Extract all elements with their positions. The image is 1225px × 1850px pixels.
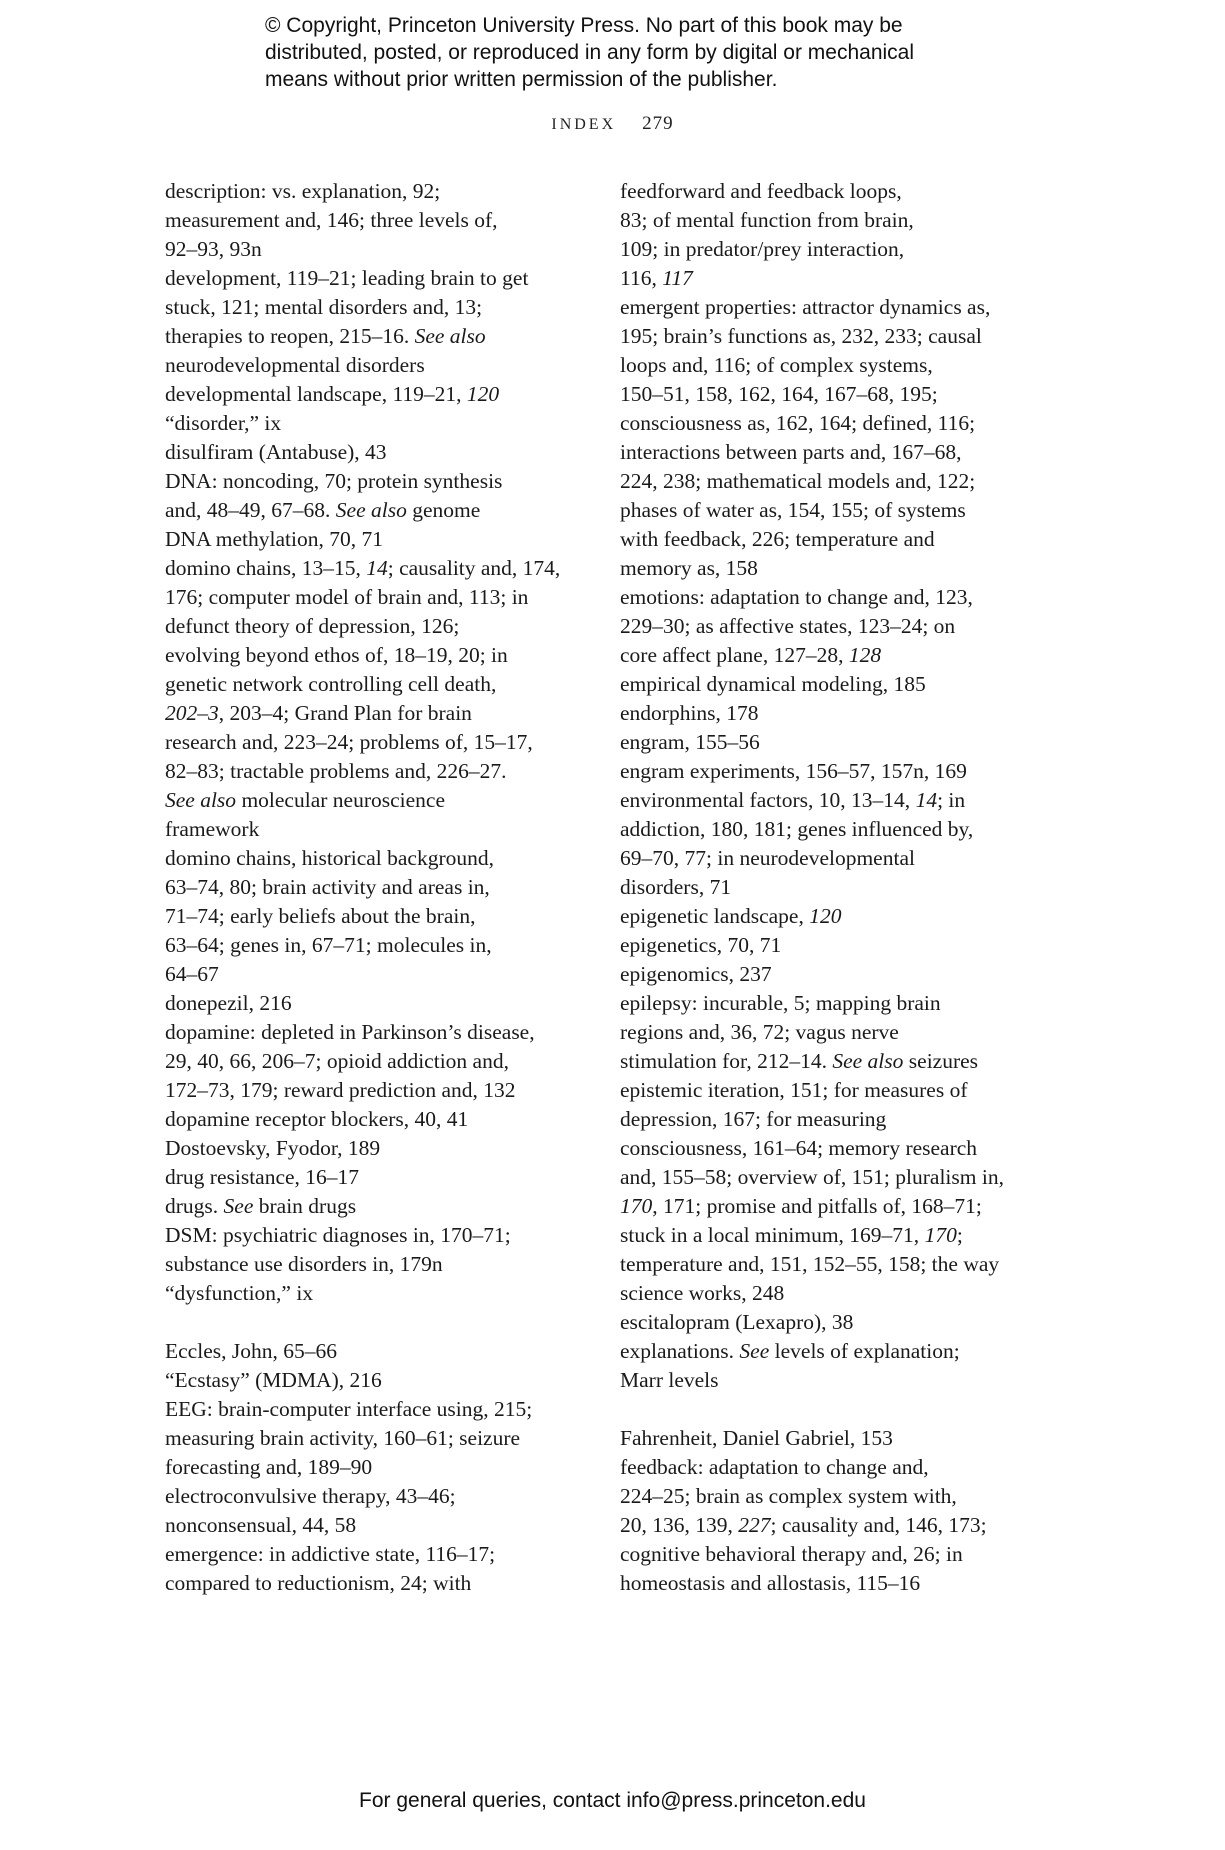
index-entry-line xyxy=(165,1337,610,1366)
index-entry-line xyxy=(165,641,610,670)
index-text-italic: 14 xyxy=(915,788,938,812)
index-entry-line xyxy=(620,1453,1040,1482)
index-text: emergence: in addictive state, 116–17; xyxy=(165,1542,496,1566)
index-entry-line xyxy=(165,1569,610,1598)
index-entry xyxy=(620,786,1040,902)
copyright-line: means without prior written permission of the publisher. xyxy=(265,68,778,91)
index-entry-line xyxy=(620,844,1040,873)
index-text: 82–83; tractable problems and, 226–27. xyxy=(165,759,507,783)
index-text: 195; brain’s functions as, 232, 233; causal xyxy=(620,324,982,348)
letter-group-divider xyxy=(165,1308,610,1337)
index-text: 64–67 xyxy=(165,962,219,986)
index-entry xyxy=(620,1308,1040,1337)
index-text: addiction, 180, 181; genes influenced by, xyxy=(620,817,974,841)
index-text: drugs. xyxy=(165,1194,224,1218)
index-entry-line xyxy=(620,1337,1040,1366)
page-number: 279 xyxy=(642,113,674,134)
index-text: loops and, 116; of complex systems, xyxy=(620,353,933,377)
index-entry-line xyxy=(165,902,610,931)
index-text: 172–73, 179; reward prediction and, 132 xyxy=(165,1078,516,1102)
index-entry-line xyxy=(165,177,610,206)
index-text: molecular neuroscience xyxy=(236,788,445,812)
index-entry xyxy=(620,728,1040,757)
index-entry xyxy=(165,1395,610,1482)
index-text: Fahrenheit, Daniel Gabriel, 153 xyxy=(620,1426,893,1450)
index-entry-line xyxy=(165,322,610,351)
index-text: genetic network controlling cell death, xyxy=(165,672,497,696)
index-text-italic: 170 xyxy=(924,1223,957,1247)
index-text: research and, 223–24; problems of, 15–17, xyxy=(165,730,533,754)
index-entry-line xyxy=(165,873,610,902)
index-entry-line xyxy=(165,438,610,467)
index-entry xyxy=(165,264,610,380)
index-text: 69–70, 77; in neurodevelopmental xyxy=(620,846,915,870)
copyright-line: © Copyright, Princeton University Press. No part of this book may be xyxy=(265,14,903,37)
index-entry xyxy=(165,177,610,264)
index-text: 29, 40, 66, 206–7; opioid addiction and, xyxy=(165,1049,509,1073)
index-text-italic: See also xyxy=(165,788,237,812)
index-text: consciousness as, 162, 164; defined, 116; xyxy=(620,411,976,435)
index-text: DNA: noncoding, 70; protein synthesis xyxy=(165,469,503,493)
index-entry-line xyxy=(620,757,1040,786)
index-entry xyxy=(165,1540,610,1598)
footer-contact: For general queries, contact info@press.princeton.edu xyxy=(359,1789,866,1812)
index-entry xyxy=(165,554,610,844)
index-entry-line xyxy=(165,670,610,699)
index-text: Eccles, John, 65–66 xyxy=(165,1339,337,1363)
index-text: DSM: psychiatric diagnoses in, 170–71; xyxy=(165,1223,511,1247)
index-text: ; causality and, 146, 173; xyxy=(770,1513,987,1537)
index-text: therapies to reopen, 215–16. xyxy=(165,324,415,348)
letter-group-divider xyxy=(620,1395,1040,1424)
index-text: epigenetics, 70, 71 xyxy=(620,933,782,957)
index-entry-line xyxy=(165,1105,610,1134)
index-text: , 171; promise and pitfalls of, 168–71; xyxy=(652,1194,982,1218)
index-text: 150–51, 158, 162, 164, 167–68, 195; xyxy=(620,382,938,406)
index-text-italic: 14 xyxy=(366,556,388,580)
index-entry-line xyxy=(620,1076,1040,1105)
index-entry-line xyxy=(165,1395,610,1424)
index-text: environmental factors, 10, 13–14, xyxy=(620,788,916,812)
index-column-left xyxy=(165,177,610,1598)
index-entry-line xyxy=(620,931,1040,960)
index-text: 229–30; as affective states, 123–24; on xyxy=(620,614,956,638)
index-entry xyxy=(165,844,610,989)
index-text: ; causality and, 174, xyxy=(387,556,561,580)
index-entry-line xyxy=(620,989,1040,1018)
index-entry-line xyxy=(165,554,610,583)
index-entry-line xyxy=(620,1511,1040,1540)
index-entry-line xyxy=(620,1482,1040,1511)
index-text: 71–74; early beliefs about the brain, xyxy=(165,904,476,928)
index-text: cognitive behavioral therapy and, 26; in xyxy=(620,1542,963,1566)
index-text: drug resistance, 16–17 xyxy=(165,1165,360,1189)
index-entry-line xyxy=(165,496,610,525)
index-text: domino chains, 13–15, xyxy=(165,556,367,580)
index-text: donepezil, 216 xyxy=(165,991,292,1015)
index-text: Marr levels xyxy=(620,1368,719,1392)
index-text: compared to reductionism, 24; with xyxy=(165,1571,472,1595)
index-entry-line xyxy=(165,844,610,873)
index-text: defunct theory of depression, 126; xyxy=(165,614,460,638)
index-entry-line xyxy=(620,351,1040,380)
index-text-italic: 120 xyxy=(466,382,500,406)
index-text: ; in xyxy=(937,788,966,812)
index-entry-line xyxy=(165,1511,610,1540)
index-text: 224–25; brain as complex system with, xyxy=(620,1484,957,1508)
index-entry-line xyxy=(620,1192,1040,1221)
index-entry xyxy=(165,989,610,1018)
index-text-italic: See also xyxy=(414,324,486,348)
running-head xyxy=(0,113,1225,135)
index-entry-line xyxy=(165,351,610,380)
index-entry xyxy=(165,438,610,467)
index-entry-line xyxy=(620,1366,1040,1395)
index-text: brain drugs xyxy=(253,1194,357,1218)
index-text: with feedback, 226; temperature and xyxy=(620,527,935,551)
copyright-line: distributed, posted, or reproduced in any form by digital or mechanical xyxy=(265,41,915,64)
index-entry-line xyxy=(165,728,610,757)
index-text: domino chains, historical background, xyxy=(165,846,494,870)
running-head-title: INDEX xyxy=(551,116,617,133)
index-entry-line xyxy=(165,699,610,728)
index-entry-line xyxy=(620,1163,1040,1192)
index-entry-line xyxy=(620,322,1040,351)
index-text: measuring brain activity, 160–61; seizure xyxy=(165,1426,521,1450)
index-entry-line xyxy=(620,902,1040,931)
index-text: explanations. xyxy=(620,1339,740,1363)
index-text-italic: 117 xyxy=(662,266,693,290)
index-text: 63–64; genes in, 67–71; molecules in, xyxy=(165,933,492,957)
index-entry-line xyxy=(165,757,610,786)
index-text: epistemic iteration, 151; for measures of xyxy=(620,1078,968,1102)
index-entry-line xyxy=(165,931,610,960)
index-text: measurement and, 146; three levels of, xyxy=(165,208,498,232)
index-entry xyxy=(165,409,610,438)
index-entry xyxy=(620,757,1040,786)
index-text: engram, 155–56 xyxy=(620,730,760,754)
index-entry xyxy=(620,989,1040,1076)
index-entry-line xyxy=(165,1279,610,1308)
index-text: stimulation for, 212–14. xyxy=(620,1049,833,1073)
index-entry xyxy=(165,1337,610,1366)
index-text: seizures xyxy=(903,1049,979,1073)
index-entry-continued xyxy=(620,177,1040,293)
index-text: “dysfunction,” ix xyxy=(165,1281,314,1305)
index-text-italic: See also xyxy=(832,1049,904,1073)
index-text: temperature and, 151, 152–55, 158; the way xyxy=(620,1252,1000,1276)
index-text: 83; of mental function from brain, xyxy=(620,208,914,232)
index-text: dopamine receptor blockers, 40, 41 xyxy=(165,1107,469,1131)
index-text: 176; computer model of brain and, 113; in xyxy=(165,585,529,609)
index-text: science works, 248 xyxy=(620,1281,785,1305)
index-entry xyxy=(165,1279,610,1308)
index-text: emotions: adaptation to change and, 123, xyxy=(620,585,973,609)
index-text: evolving beyond ethos of, 18–19, 20; in xyxy=(165,643,508,667)
index-entry-line xyxy=(165,1482,610,1511)
index-text: memory as, 158 xyxy=(620,556,758,580)
index-entry-line xyxy=(620,1134,1040,1163)
index-text: epigenomics, 237 xyxy=(620,962,772,986)
index-text: endorphins, 178 xyxy=(620,701,759,725)
index-text: EEG: brain-computer interface using, 215; xyxy=(165,1397,533,1421)
index-text: emergent properties: attractor dynamics as, xyxy=(620,295,991,319)
index-text: levels of explanation; xyxy=(769,1339,960,1363)
index-entry-line xyxy=(165,1250,610,1279)
index-entry-line xyxy=(165,1047,610,1076)
index-text: description: vs. explanation, 92; xyxy=(165,179,441,203)
index-entry xyxy=(620,699,1040,728)
index-text: forecasting and, 189–90 xyxy=(165,1455,373,1479)
index-text: disulfiram (Antabuse), 43 xyxy=(165,440,387,464)
index-entry-line xyxy=(620,728,1040,757)
index-entry xyxy=(165,1366,610,1395)
index-entry xyxy=(165,380,610,409)
index-text: framework xyxy=(165,817,260,841)
index-entry-line xyxy=(165,525,610,554)
index-text: DNA methylation, 70, 71 xyxy=(165,527,383,551)
index-text: neurodevelopmental disorders xyxy=(165,353,425,377)
index-entry-line xyxy=(165,1018,610,1047)
index-text-italic: See also xyxy=(335,498,407,522)
index-entry-line xyxy=(620,554,1040,583)
index-entry xyxy=(165,467,610,525)
index-entry-line xyxy=(165,206,610,235)
index-text: 92–93, 93n xyxy=(165,237,262,261)
index-entry-line xyxy=(165,612,610,641)
index-text: 20, 136, 139, xyxy=(620,1513,739,1537)
index-entry-line xyxy=(620,1105,1040,1134)
index-entry-line xyxy=(620,264,1040,293)
index-entry-line xyxy=(165,1221,610,1250)
index-text: genome xyxy=(406,498,481,522)
index-text: escitalopram (Lexapro), 38 xyxy=(620,1310,854,1334)
index-entry-line xyxy=(165,1134,610,1163)
index-entry-line xyxy=(620,206,1040,235)
index-entry-line xyxy=(620,815,1040,844)
index-entry xyxy=(620,1076,1040,1308)
index-entry-line xyxy=(620,496,1040,525)
index-text: epilepsy: incurable, 5; mapping brain xyxy=(620,991,941,1015)
index-text: Dostoevsky, Fyodor, 189 xyxy=(165,1136,381,1160)
index-text-italic: See xyxy=(739,1339,770,1363)
index-entry-line xyxy=(620,873,1040,902)
index-text: epigenetic landscape, xyxy=(620,904,810,928)
index-text-italic: 128 xyxy=(848,643,882,667)
index-entry-line xyxy=(165,786,610,815)
index-entry-line xyxy=(620,583,1040,612)
index-entry-line xyxy=(165,1076,610,1105)
index-text: consciousness, 161–64; memory research xyxy=(620,1136,978,1160)
index-entry-line xyxy=(620,612,1040,641)
index-text: developmental landscape, 119–21, xyxy=(165,382,467,406)
index-text: stuck, 121; mental disorders and, 13; xyxy=(165,295,483,319)
index-entry-line xyxy=(165,1192,610,1221)
index-text: “Ecstasy” (MDMA), 216 xyxy=(165,1368,382,1392)
index-entry-line xyxy=(165,960,610,989)
index-text-italic: See xyxy=(223,1194,254,1218)
index-text: homeostasis and allostasis, 115–16 xyxy=(620,1571,921,1595)
index-entry xyxy=(620,293,1040,583)
index-text: core affect plane, 127–28, xyxy=(620,643,849,667)
index-entry-line xyxy=(620,1569,1040,1598)
index-text: stuck in a local minimum, 169–71, xyxy=(620,1223,925,1247)
index-entry-line xyxy=(620,960,1040,989)
index-text: depression, 167; for measuring xyxy=(620,1107,887,1131)
index-entry-line xyxy=(165,264,610,293)
index-entry xyxy=(620,583,1040,670)
index-entry xyxy=(165,1134,610,1163)
index-text: electroconvulsive therapy, 43–46; xyxy=(165,1484,456,1508)
index-entry-line xyxy=(620,1018,1040,1047)
index-text: empirical dynamical modeling, 185 xyxy=(620,672,926,696)
index-entry-line xyxy=(620,409,1040,438)
index-text: , 203–4; Grand Plan for brain xyxy=(218,701,472,725)
index-text: engram experiments, 156–57, 157n, 169 xyxy=(620,759,967,783)
index-entry-line xyxy=(620,235,1040,264)
index-entry-line xyxy=(165,583,610,612)
index-entry-line xyxy=(620,1424,1040,1453)
index-entry-line xyxy=(620,1221,1040,1250)
index-text: interactions between parts and, 167–68, xyxy=(620,440,962,464)
index-entry-line xyxy=(620,1540,1040,1569)
index-entry-line xyxy=(620,1279,1040,1308)
index-entry-line xyxy=(165,293,610,322)
index-entry xyxy=(620,1337,1040,1395)
index-entry xyxy=(165,1192,610,1221)
index-text: and, 48–49, 67–68. xyxy=(165,498,336,522)
index-entry-line xyxy=(165,1163,610,1192)
index-entry-line xyxy=(620,1308,1040,1337)
index-entry-line xyxy=(620,1250,1040,1279)
index-entry-line xyxy=(620,438,1040,467)
index-entry-line xyxy=(165,1453,610,1482)
index-text-italic: 120 xyxy=(809,904,842,928)
index-entry-line xyxy=(165,380,610,409)
index-entry xyxy=(165,1163,610,1192)
index-text: dopamine: depleted in Parkinson’s disease, xyxy=(165,1020,535,1044)
index-entry xyxy=(620,960,1040,989)
index-text: ; xyxy=(956,1223,963,1247)
index-entry-line xyxy=(620,786,1040,815)
index-entry-line xyxy=(620,1047,1040,1076)
index-entry xyxy=(620,902,1040,931)
index-entry-line xyxy=(620,670,1040,699)
index-text-italic: 202–3 xyxy=(165,701,219,725)
index-entry xyxy=(165,525,610,554)
index-text: feedback: adaptation to change and, xyxy=(620,1455,929,1479)
index-text-italic: 170 xyxy=(620,1194,653,1218)
index-text: disorders, 71 xyxy=(620,875,732,899)
index-entry-line xyxy=(165,1366,610,1395)
index-text: and, 155–58; overview of, 151; pluralism in, xyxy=(620,1165,1004,1189)
index-text: 63–74, 80; brain activity and areas in, xyxy=(165,875,490,899)
index-text: 224, 238; mathematical models and, 122; xyxy=(620,469,976,493)
index-entry-line xyxy=(165,1424,610,1453)
index-entry xyxy=(165,1018,610,1105)
index-entry xyxy=(620,1453,1040,1598)
index-entry-line xyxy=(620,293,1040,322)
index-text: nonconsensual, 44, 58 xyxy=(165,1513,357,1537)
index-entry-line xyxy=(620,699,1040,728)
index-text: “disorder,” ix xyxy=(165,411,282,435)
index-text: substance use disorders in, 179n xyxy=(165,1252,443,1276)
index-text: development, 119–21; leading brain to get xyxy=(165,266,529,290)
index-entry-line xyxy=(165,1540,610,1569)
index-entry xyxy=(165,1482,610,1540)
index-entry-line xyxy=(165,467,610,496)
index-text: phases of water as, 154, 155; of systems xyxy=(620,498,966,522)
index-entry-line xyxy=(165,989,610,1018)
index-entry-line xyxy=(620,641,1040,670)
index-text: regions and, 36, 72; vagus nerve xyxy=(620,1020,899,1044)
index-entry-line xyxy=(620,525,1040,554)
index-text: feedforward and feedback loops, xyxy=(620,179,902,203)
index-entry-line xyxy=(620,177,1040,206)
index-text: 109; in predator/prey interaction, xyxy=(620,237,905,261)
index-entry xyxy=(620,931,1040,960)
index-entry xyxy=(165,1105,610,1134)
copyright-notice xyxy=(265,12,1025,93)
index-entry-line xyxy=(165,409,610,438)
index-entry-line xyxy=(165,815,610,844)
index-entry-line xyxy=(620,467,1040,496)
index-text-italic: 227 xyxy=(738,1513,771,1537)
index-text: 116, xyxy=(620,266,663,290)
index-entry xyxy=(165,1221,610,1279)
index-entry xyxy=(620,1424,1040,1453)
index-column-right xyxy=(620,177,1040,1598)
index-entry xyxy=(620,670,1040,699)
index-entry-line xyxy=(165,235,610,264)
index-entry-line xyxy=(620,380,1040,409)
